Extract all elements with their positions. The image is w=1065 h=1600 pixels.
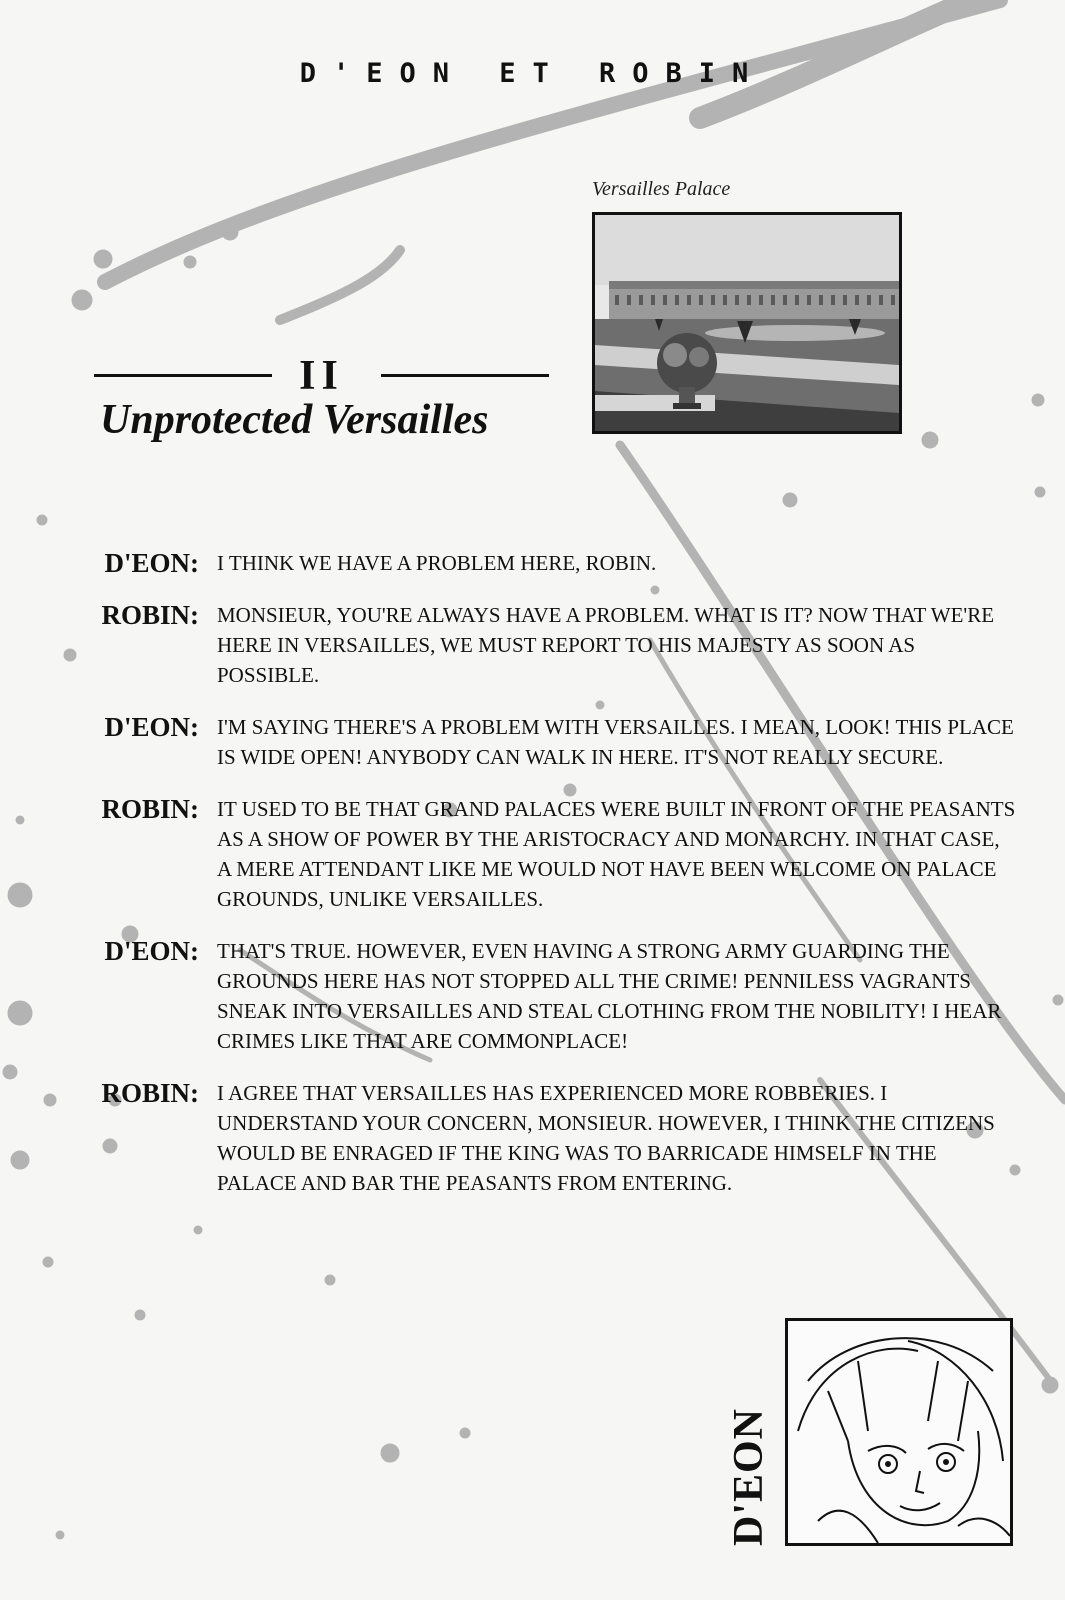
dialogue-list (74, 548, 1034, 1220)
speech-text: MONSIEUR, YOU'RE ALWAYS HAVE A PROBLEM. WHAT IS IT? NOW THAT WE'RE HERE IN VERSAILLES, WE MUST REPORT TO HIS MAJESTY AS SOON AS POSSIBLE. (217, 603, 995, 687)
versailles-palace-photo (592, 212, 902, 434)
speaker-name: D'EON: (104, 936, 199, 966)
deon-portrait-illustration (785, 1318, 1013, 1546)
speaker-name: ROBIN: (101, 600, 199, 630)
speech-text: I AGREE THAT VERSAILLES HAS EXPERIENCED MORE ROBBERIES. I UNDERSTAND YOUR CONCERN, MONSIEUR. HOWEVER, I THINK THE CITIZENS WOULD BE ENRAGED IF THE KING WAS TO BARRICADE HIMSELF IN THE PALACE AND BAR THE PEASANTS FROM ENTERING. (217, 1081, 995, 1195)
dialogue-line (74, 712, 1034, 772)
chapter-rule-right (381, 374, 549, 377)
speech-text: THAT'S TRUE. HOWEVER, EVEN HAVING A STRONG ARMY GUARDING THE GROUNDS HERE HAS NOT STOPPED ALL THE CRIME! PENNILESS VAGRANTS SNEAK INTO VERSAILLES AND STEAL CLOTHING FROM THE NOBILITY! I HEAR CRIMES LIKE THAT ARE COMMONPLACE! (217, 939, 1002, 1053)
chapter-title: Unprotected Versailles (100, 397, 489, 443)
speaker-name: ROBIN: (101, 1078, 199, 1108)
speaker-name: ROBIN: (101, 794, 199, 824)
page-header: D'EON ET ROBIN (299, 58, 766, 89)
dialogue-line (74, 600, 1034, 690)
speech-text: IT USED TO BE THAT GRAND PALACES WERE BUILT IN FRONT OF THE PEASANTS AS A SHOW OF POWER BY THE ARISTOCRACY AND MONARCHY. IN THAT CASE, A MERE ATTENDANT LIKE ME WOULD NOT HAVE BEEN WELCOME ON PALACE GROUNDS, UNLIKE VERSAILLES. (217, 797, 1016, 911)
portrait-label: D'EON (726, 1407, 772, 1546)
dialogue-line (74, 548, 1034, 578)
chapter-number-row (94, 352, 549, 399)
speaker-name: D'EON: (104, 712, 199, 742)
dialogue-line (74, 936, 1034, 1056)
speaker-name: D'EON: (104, 548, 199, 578)
photo-caption: Versailles Palace (592, 178, 731, 200)
speech-text: I THINK WE HAVE A PROBLEM HERE, ROBIN. (217, 551, 657, 575)
dialogue-line (74, 1078, 1034, 1198)
chapter-number: II (299, 353, 344, 399)
dialogue-line (74, 794, 1034, 914)
speech-text: I'M SAYING THERE'S A PROBLEM WITH VERSAILLES. I MEAN, LOOK! THIS PLACE IS WIDE OPEN! ANYBODY CAN WALK IN HERE. IT'S NOT REALLY SECURE. (217, 715, 1014, 769)
